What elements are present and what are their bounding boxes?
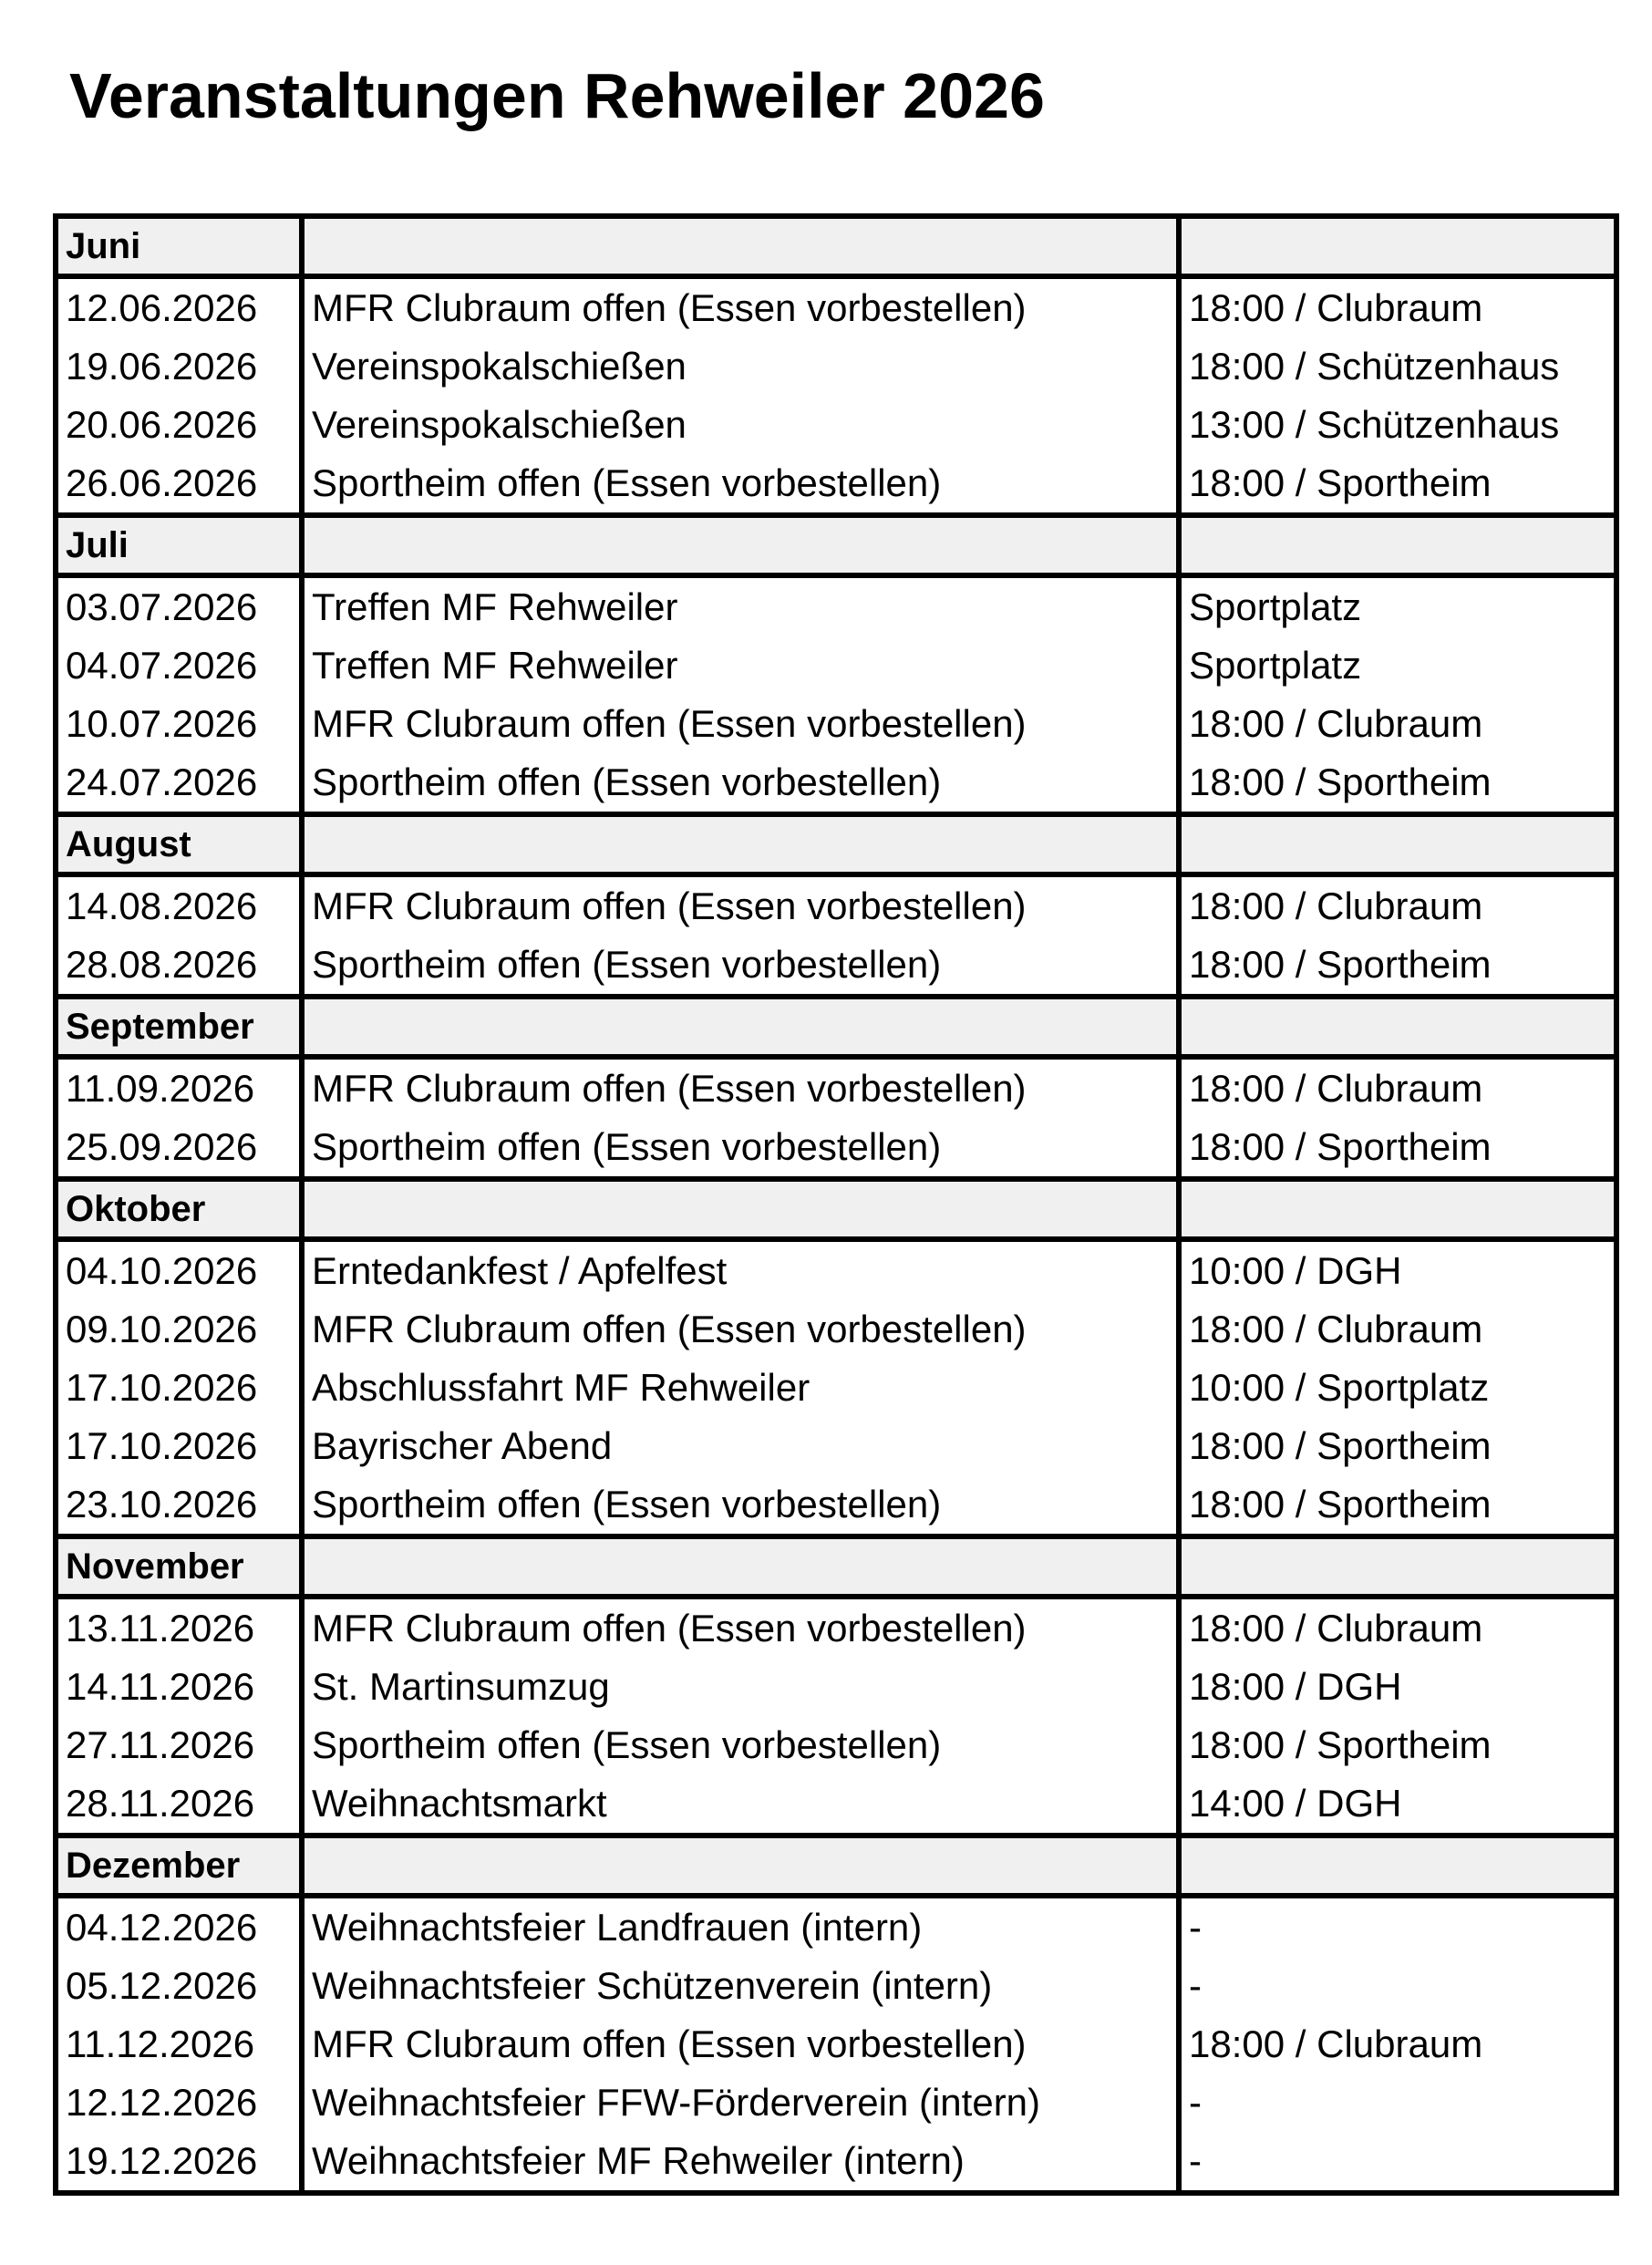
event-name: St. Martinsumzug	[302, 1658, 1179, 1716]
event-name: MFR Clubraum offen (Essen vorbestellen)	[302, 874, 1179, 936]
month-header-row	[56, 814, 1616, 874]
month-header-row	[56, 1536, 1616, 1597]
month-header-empty-cell	[1179, 997, 1616, 1057]
event-date: 23.10.2026	[56, 1475, 302, 1536]
month-header-empty-cell	[302, 814, 1179, 874]
month-name: Juli	[56, 515, 302, 575]
event-name: Treffen MF Rehweiler	[302, 636, 1179, 695]
month-header-row	[56, 1836, 1616, 1896]
event-row	[56, 2074, 1616, 2132]
event-date: 28.08.2026	[56, 936, 302, 997]
month-name: Juni	[56, 216, 302, 276]
event-date: 17.10.2026	[56, 1417, 302, 1475]
event-date: 27.11.2026	[56, 1716, 302, 1774]
event-time-place: 18:00 / Sportheim	[1179, 454, 1616, 515]
event-name: Weihnachtsmarkt	[302, 1774, 1179, 1836]
month-header-empty-cell	[302, 997, 1179, 1057]
event-time-place: 18:00 / Sportheim	[1179, 1417, 1616, 1475]
event-row	[56, 396, 1616, 454]
event-name: MFR Clubraum offen (Essen vorbestellen)	[302, 1057, 1179, 1118]
event-date: 04.12.2026	[56, 1896, 302, 1957]
event-name: Sportheim offen (Essen vorbestellen)	[302, 753, 1179, 814]
event-name: MFR Clubraum offen (Essen vorbestellen)	[302, 2015, 1179, 2074]
event-row	[56, 2132, 1616, 2193]
event-name: Vereinspokalschießen	[302, 396, 1179, 454]
month-header-empty-cell	[1179, 515, 1616, 575]
event-time-place: Sportplatz	[1179, 575, 1616, 636]
event-date: 12.06.2026	[56, 276, 302, 337]
event-name: Weihnachtsfeier MF Rehweiler (intern)	[302, 2132, 1179, 2193]
month-header-empty-cell	[302, 1536, 1179, 1597]
event-schedule-table	[53, 213, 1619, 2196]
event-name: Bayrischer Abend	[302, 1417, 1179, 1475]
event-date: 10.07.2026	[56, 695, 302, 753]
event-date: 19.06.2026	[56, 337, 302, 396]
event-row	[56, 695, 1616, 753]
event-row	[56, 1239, 1616, 1300]
month-header-row	[56, 216, 1616, 276]
event-time-place: 18:00 / Clubraum	[1179, 2015, 1616, 2074]
event-time-place: 13:00 / Schützenhaus	[1179, 396, 1616, 454]
event-row	[56, 1774, 1616, 1836]
event-schedule-body	[56, 216, 1616, 2193]
event-row	[56, 1658, 1616, 1716]
event-name: Sportheim offen (Essen vorbestellen)	[302, 1716, 1179, 1774]
event-name: Sportheim offen (Essen vorbestellen)	[302, 1118, 1179, 1179]
event-date: 25.09.2026	[56, 1118, 302, 1179]
event-name: Vereinspokalschießen	[302, 337, 1179, 396]
event-date: 20.06.2026	[56, 396, 302, 454]
event-time-place: 18:00 / Sportheim	[1179, 753, 1616, 814]
event-row	[56, 1417, 1616, 1475]
month-header-empty-cell	[1179, 1179, 1616, 1239]
event-time-place: 10:00 / DGH	[1179, 1239, 1616, 1300]
event-name: Sportheim offen (Essen vorbestellen)	[302, 454, 1179, 515]
event-time-place: 18:00 / Sportheim	[1179, 1118, 1616, 1179]
month-header-empty-cell	[1179, 216, 1616, 276]
event-time-place: 18:00 / Clubraum	[1179, 874, 1616, 936]
event-row	[56, 936, 1616, 997]
event-name: MFR Clubraum offen (Essen vorbestellen)	[302, 1300, 1179, 1359]
month-header-empty-cell	[302, 1836, 1179, 1896]
month-name: Dezember	[56, 1836, 302, 1896]
event-name: Erntedankfest / Apfelfest	[302, 1239, 1179, 1300]
event-name: MFR Clubraum offen (Essen vorbestellen)	[302, 695, 1179, 753]
event-name: Treffen MF Rehweiler	[302, 575, 1179, 636]
event-time-place: 10:00 / Sportplatz	[1179, 1359, 1616, 1417]
event-date: 11.12.2026	[56, 2015, 302, 2074]
month-name: Oktober	[56, 1179, 302, 1239]
event-name: Sportheim offen (Essen vorbestellen)	[302, 1475, 1179, 1536]
month-header-empty-cell	[302, 1179, 1179, 1239]
event-date: 24.07.2026	[56, 753, 302, 814]
event-name: Weihnachtsfeier Schützenverein (intern)	[302, 1957, 1179, 2015]
event-row	[56, 1957, 1616, 2015]
page-title: Veranstaltungen Rehweiler 2026	[69, 60, 1045, 131]
month-name: November	[56, 1536, 302, 1597]
event-name: Weihnachtsfeier Landfrauen (intern)	[302, 1896, 1179, 1957]
event-name: MFR Clubraum offen (Essen vorbestellen)	[302, 1597, 1179, 1658]
event-name: Abschlussfahrt MF Rehweiler	[302, 1359, 1179, 1417]
event-time-place: Sportplatz	[1179, 636, 1616, 695]
month-header-row	[56, 1179, 1616, 1239]
event-row	[56, 874, 1616, 936]
event-time-place: 18:00 / Clubraum	[1179, 695, 1616, 753]
event-time-place: 18:00 / Clubraum	[1179, 1597, 1616, 1658]
event-date: 17.10.2026	[56, 1359, 302, 1417]
event-time-place: -	[1179, 1957, 1616, 2015]
event-date: 11.09.2026	[56, 1057, 302, 1118]
event-time-place: 18:00 / Sportheim	[1179, 1716, 1616, 1774]
event-time-place: 18:00 / Schützenhaus	[1179, 337, 1616, 396]
month-header-empty-cell	[1179, 1536, 1616, 1597]
event-time-place: 18:00 / DGH	[1179, 1658, 1616, 1716]
event-row	[56, 1475, 1616, 1536]
event-time-place: -	[1179, 1896, 1616, 1957]
month-name: August	[56, 814, 302, 874]
event-row	[56, 2015, 1616, 2074]
event-date: 14.11.2026	[56, 1658, 302, 1716]
event-row	[56, 636, 1616, 695]
event-time-place: 18:00 / Clubraum	[1179, 1057, 1616, 1118]
event-row	[56, 337, 1616, 396]
event-row	[56, 1118, 1616, 1179]
event-date: 05.12.2026	[56, 1957, 302, 2015]
event-row	[56, 753, 1616, 814]
event-row	[56, 1057, 1616, 1118]
month-name: September	[56, 997, 302, 1057]
event-date: 12.12.2026	[56, 2074, 302, 2132]
event-time-place: 18:00 / Clubraum	[1179, 276, 1616, 337]
event-date: 14.08.2026	[56, 874, 302, 936]
event-date: 19.12.2026	[56, 2132, 302, 2193]
event-date: 04.10.2026	[56, 1239, 302, 1300]
event-row	[56, 276, 1616, 337]
event-name: Sportheim offen (Essen vorbestellen)	[302, 936, 1179, 997]
event-row	[56, 454, 1616, 515]
event-date: 13.11.2026	[56, 1597, 302, 1658]
month-header-empty-cell	[1179, 814, 1616, 874]
event-date: 28.11.2026	[56, 1774, 302, 1836]
event-row	[56, 1597, 1616, 1658]
event-name: MFR Clubraum offen (Essen vorbestellen)	[302, 276, 1179, 337]
month-header-row	[56, 515, 1616, 575]
month-header-empty-cell	[302, 216, 1179, 276]
event-time-place: 18:00 / Clubraum	[1179, 1300, 1616, 1359]
event-time-place: -	[1179, 2074, 1616, 2132]
event-time-place: 18:00 / Sportheim	[1179, 1475, 1616, 1536]
month-header-empty-cell	[302, 515, 1179, 575]
month-header-row	[56, 997, 1616, 1057]
event-row	[56, 1359, 1616, 1417]
event-row	[56, 1300, 1616, 1359]
month-header-empty-cell	[1179, 1836, 1616, 1896]
event-time-place: -	[1179, 2132, 1616, 2193]
event-date: 04.07.2026	[56, 636, 302, 695]
event-row	[56, 575, 1616, 636]
event-date: 03.07.2026	[56, 575, 302, 636]
event-row	[56, 1896, 1616, 1957]
event-row	[56, 1716, 1616, 1774]
event-name: Weihnachtsfeier FFW-Förderverein (intern)	[302, 2074, 1179, 2132]
event-time-place: 14:00 / DGH	[1179, 1774, 1616, 1836]
event-date: 09.10.2026	[56, 1300, 302, 1359]
event-date: 26.06.2026	[56, 454, 302, 515]
event-time-place: 18:00 / Sportheim	[1179, 936, 1616, 997]
